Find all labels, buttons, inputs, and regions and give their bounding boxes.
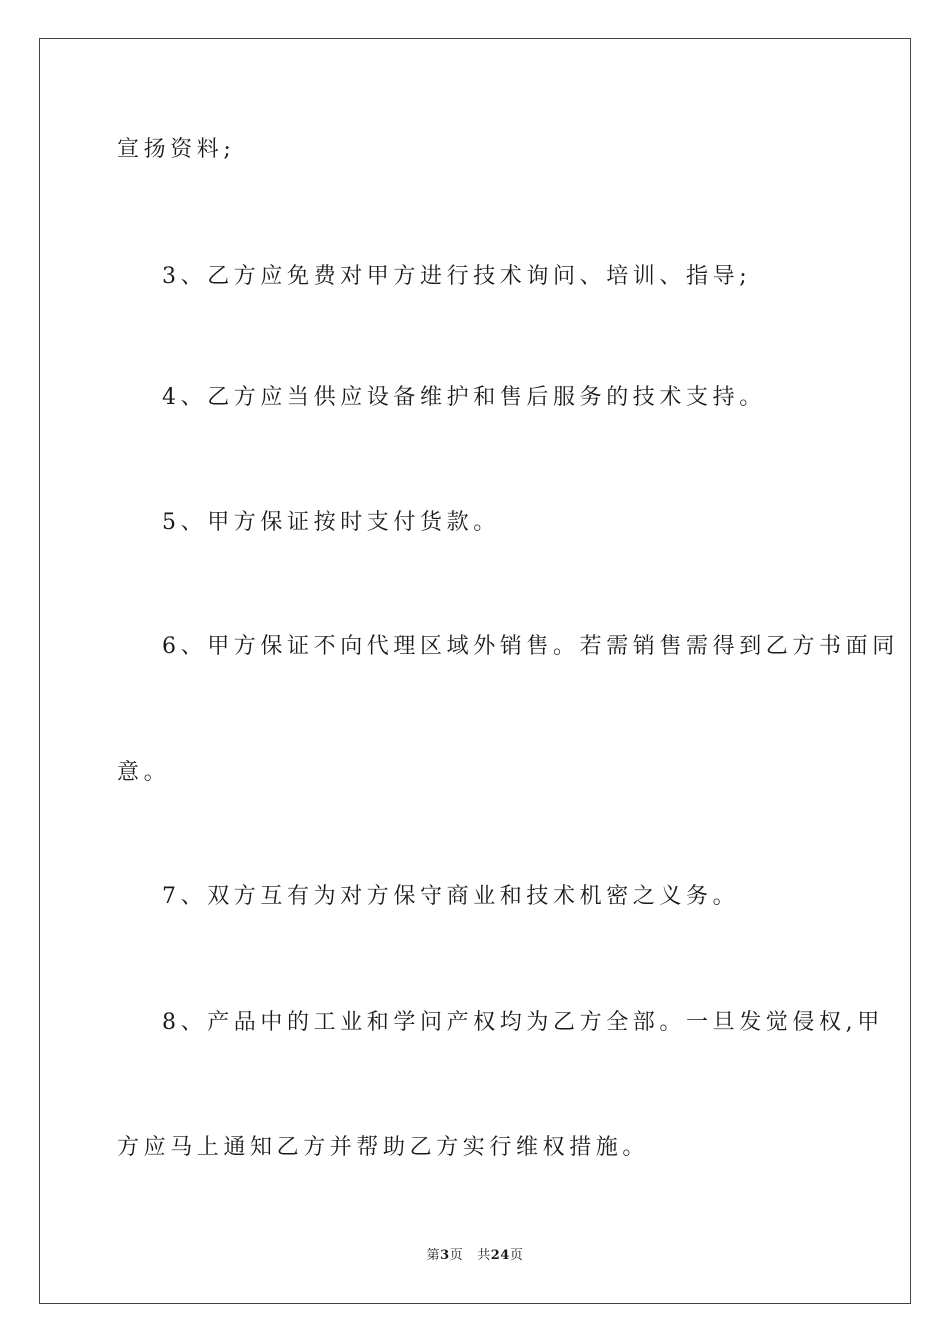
- footer-total-suffix: 页: [509, 1248, 524, 1263]
- text-line-item-6-continued: 意。: [117, 760, 171, 785]
- text-line-continuation-1: 宣扬资料;: [117, 137, 236, 162]
- footer-page-prefix: 第: [426, 1248, 441, 1263]
- footer-page-number: 3: [440, 1248, 450, 1263]
- text-line-item-6: 6、甲方保证不向代理区域外销售。若需销售需得到乙方书面同: [162, 634, 899, 659]
- text-line-item-8: 8、产品中的工业和学问产权均为乙方全部。一旦发觉侵权,甲: [162, 1010, 884, 1035]
- text-line-item-5: 5、甲方保证按时支付货款。: [162, 510, 500, 535]
- text-line-item-3: 3、乙方应免费对甲方进行技术询问、培训、指导;: [162, 264, 752, 289]
- text-line-item-7: 7、双方互有为对方保守商业和技术机密之义务。: [162, 884, 740, 909]
- page-border: [39, 38, 911, 1304]
- footer-page-suffix: 页: [449, 1248, 464, 1263]
- page-footer: [0, 1247, 950, 1265]
- footer-total-prefix: 共: [477, 1248, 491, 1263]
- text-line-item-4: 4、乙方应当供应设备维护和售后服务的技术支持。: [162, 385, 766, 410]
- text-line-item-8-continued: 方应马上通知乙方并帮助乙方实行维权措施。: [117, 1135, 650, 1160]
- footer-total-pages: 24: [490, 1248, 510, 1263]
